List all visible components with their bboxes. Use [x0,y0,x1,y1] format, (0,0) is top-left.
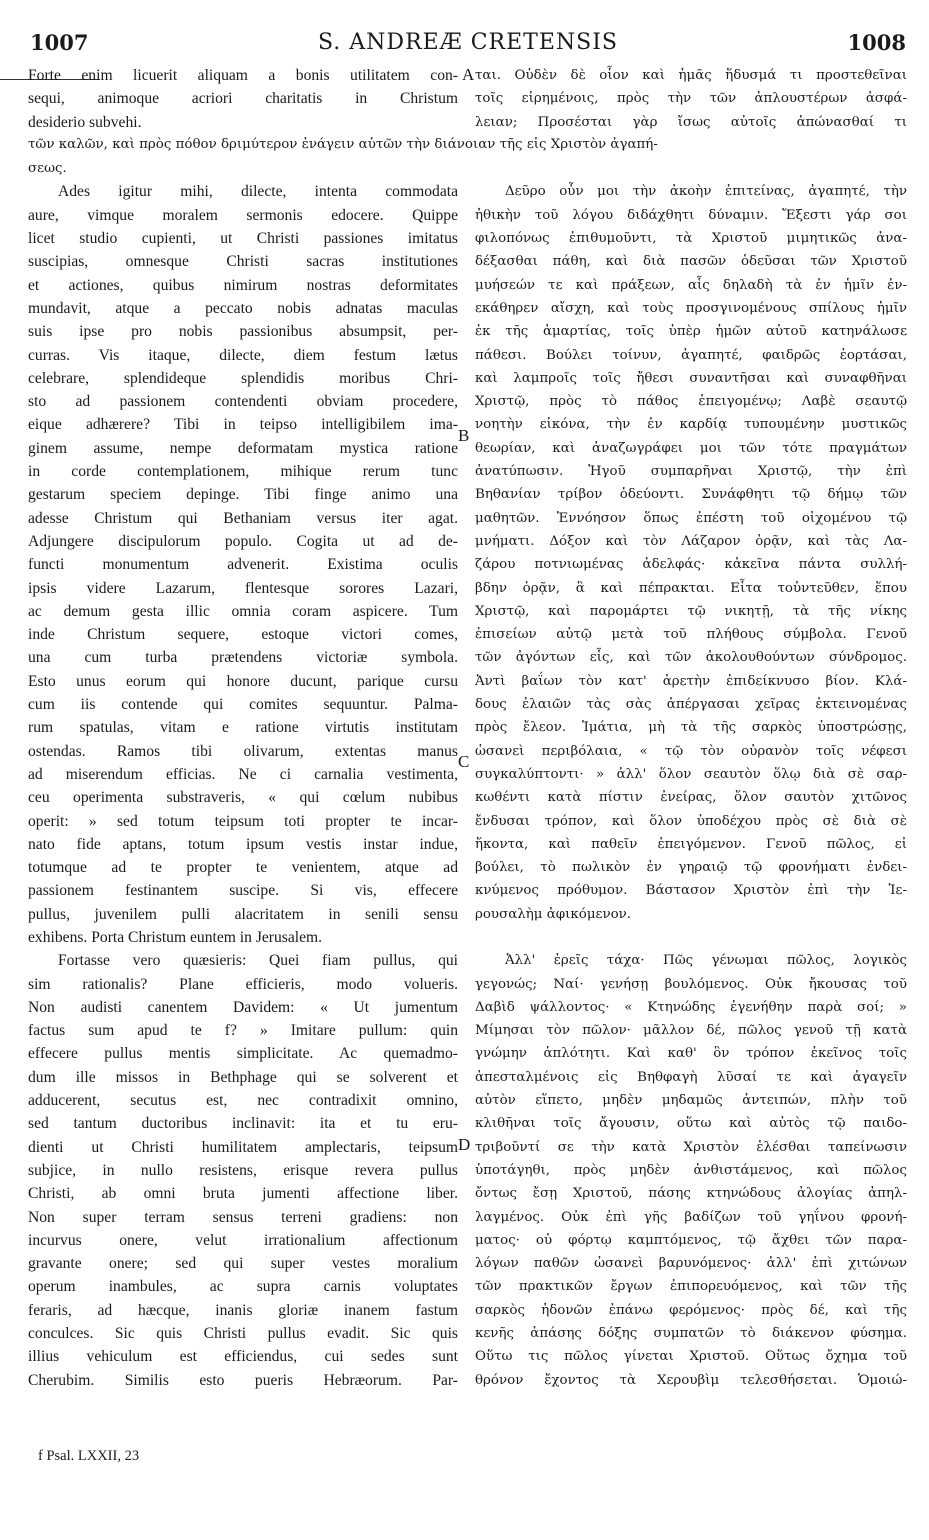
text-line: desiderio subvehi. [28,113,142,131]
text-line: δους ἐλαιῶν τὰς σὰς ἀπέργασαι χεῖρας ἐκτεινομένας [475,697,907,713]
text-line: εκάθηρεν αἴσχη, καὶ τοὺς προσγινομένους σπίλους ἡμῖν [475,300,907,316]
section-marker-c: C [458,752,470,771]
text-line: Μίμησαι τὸν πῶλον· μᾶλλον δέ, πῶλος γενοῦ τῇ κατὰ [475,1023,907,1039]
text-line: ἀπεσταλμένοις εἰς Βηθφαγὴ λῦσαί τε καὶ ἀγαγεῖν [475,1069,907,1085]
text-line: κνύμενος πρόθυμον. Βάστασον Χριστὸν ἐπὶ τὴν Ἱε- [475,883,907,899]
text-line: subjice, in nullo resistens, erisque revera pullus [28,1161,458,1179]
text-line: Χριστῷ, καὶ παρομάρτει τῷ νικητῇ, τὰ τῆς νίκης [475,603,907,619]
text-line: ζάρου ποτνιωμένας ἀδελφάς· κἀκεῖνα πάντα συλλή- [475,557,907,573]
text-line: πρὸς ἔλεον. Ἱμάτια, μὴ τὰ τῆς σαρκὸς ὑποστρώσῃς, [475,720,907,736]
footnote: f Psal. LXXII, 23 [38,1448,140,1464]
text-line: aure, vimque moralem sermonis edocere. Quippe [28,206,458,224]
text-line: Ἀλλ' ἐρεῖς τάχα· Πῶς γένωμαι πῶλος, λογικὸς [505,953,907,969]
text-line: ἐπισείων αὐτῷ μετὰ τοῦ πλήθους σύμβολα. Γενοῦ [475,627,907,643]
text-line: in corde contemplationem, mihique rerum tunc [28,463,458,481]
text-line: operum inambules, ac supra carnis voluptates [28,1278,458,1296]
text-line: μυήσεών τε καὶ πράξεων, αἷς δηλαδὴ τὰ ἐν ἡμῖν ἐν- [475,277,907,293]
text-line: conculces. Sic quis Christi pullus evadit. Sic quis [28,1325,458,1343]
text-line: σεως. [28,161,67,177]
text-line: γνώμην ἁπλότητι. Καὶ καθ' ὃν τρόπον ἐκεῖνος τοῖς [475,1046,907,1062]
text-line: νοητὴν εἰκόνα, τὴν ἐν καρδίᾳ τυπουμένην μυστικῶς [475,417,907,433]
running-title: S. ANDREÆ CRETENSIS [318,30,618,55]
text-line: τῶν πρακτικῶν ἔργων ἐπιπορευόμενος, καὶ τῶν τῆς [475,1279,907,1295]
text-line: ἔνδυσαι τρόπον, καὶ ὅλον ὑποδέχου πρὸς σὲ διὰ σὲ [475,813,907,829]
text-line: Esto unus eorum qui honore ducunt, parique cursu [28,672,458,690]
text-line: κενῆς ἀπάσης δόξης συμπατῶν τὸ διάκενον φύσημα. [475,1326,907,1342]
text-line: αὐτὸν εἵπετο, μηδὲν μηδαμῶς ἀντειπών, πλὴν τοῦ [475,1093,907,1109]
text-line: rum spatulas, vitam e ratione virtutis institutam [28,719,458,737]
text-line: operit: » sed totum teipsum toti propter te incar- [28,812,458,830]
text-line: δέξασθαι πάθη, καὶ διὰ πασῶν ὁδεῦσαι τῶν Χριστοῦ [475,254,907,270]
text-line: suis ipse pro nobis passionibus absumpsit, per- [28,323,458,341]
text-line: curras. Vis itaque, dilecte, diem festum lætus [28,346,458,364]
text-line: ἥκοντα, καὶ παθεῖν ἐπειγόμενον. Γενοῦ πῶλος, εἰ [475,836,907,852]
text-line: suscipias, omnesque Christi sacras institutiones [28,253,458,271]
text-line: nato fide aptans, totum ipsum vestis instar indue, [28,835,458,853]
section-marker-d: D [458,1135,471,1154]
text-line: exhibens. Porta Christum euntem in Jerusalem. [28,928,323,946]
text-line: κλιθῆναι τοῖς ἄγουσιν, οὕτω καὶ αὐτὸς τῷ παιδο- [475,1116,907,1132]
text-line: Adjungere discipulorum populo. Cogita ut ad de- [28,532,458,550]
text-line: βδην ὁρᾷν, ἃ καὶ πέπρακται. Εἶτα τοὐντεῦθεν, ἕπου [475,580,907,596]
text-line: σαρκὸς ἡδονῶν ἐπάνω φερόμενος· πρὸς δέ, καὶ τῆς [475,1302,907,1318]
section-marker-a: A [462,65,475,84]
text-line: sed tantum ductoribus inclinavit: ita et tu eru- [28,1115,458,1133]
text-line: Δεῦρο οὖν μοι τὴν ἀκοὴν ἐπιτείνας, ἀγαπητέ, τὴν [505,184,907,200]
text-line: λαγμένος. Οὐκ ἐπὶ γῆς βαδίζων τοῦ γηΐνου φρονή- [475,1209,907,1225]
text-line: Ades igitur mihi, dilecte, intenta commodata [58,183,458,201]
text-line: ὡσανεὶ περιβόλαια, « τῷ τὸν οὐρανὸν τοῖς νέφεσι [475,743,907,759]
text-line: καὶ λαμπροῖς τοῖς ἤθεσι συναντῆσαι καὶ συναφθῆναι [475,370,907,386]
text-line: ὄντως ἔσῃ Χριστοῦ, πάσης κτηνώδους ἀλογίας ἀπηλ- [475,1186,907,1202]
text-line: totumque ad te propter te venientem, atque ad [28,859,458,877]
text-line: ρουσαλὴμ ἀφικόμενον. [475,906,632,922]
greek-wide-line: τῶν καλῶν, καὶ πρὸς πόθον δριμύτερον ἐνάγειν αὐτῶν τὴν διάνοιαν τῆς εἰς Χριστὸν ἀγαπή- [28,137,658,152]
text-line: Βηθανίαν τρίβον ὁδεύοντι. Συνάφθητι τῷ δήμῳ τῶν [475,487,907,503]
text-line: ceu operimenta substraveris, « qui cœlum nubibus [28,789,458,807]
text-line: Non super terram sensus terreni gradiens: non [28,1208,458,1226]
text-line: ipsis videre Lazarum, flentesque sorores Lazari, [28,579,458,597]
latin-column [28,64,458,1392]
text-line: inde Christum sequere, estoque victori comes, [28,626,458,644]
text-line: μνήματι. Δόξον καὶ τὸν Λάζαρον ὁρᾷν, καὶ τὰς Λα- [475,533,907,549]
text-line: Χριστῷ, πρὸς τὸ πάθος ἐπειγομένῳ; Λαβὲ σεαυτῷ [475,394,907,410]
spacer [475,926,907,949]
text-line: φιλοπόνως ἐπιθυμοῦντι, τὰ Χριστοῦ μιμητικῶς ἀνα- [475,231,907,247]
text-line: ὑποτάγηθι, πρὸς μηδὲν ἀνθιστάμενος, καὶ πῶλος [475,1162,907,1178]
text-line: πάθεσι. Βούλει τοίνυν, ἀγαπητέ, φαιδρῶς ἑορτάσαι, [475,347,907,363]
text-line: gestarum speciem depinge. Tibi finge animo una [28,486,458,504]
text-line: ἀνατύπωσιν. Ἡγοῦ συμπαρῆναι Χριστῷ, τὴν ἐπὶ [475,464,907,480]
text-line: gravante onere; sed qui super vestes moralium [28,1255,458,1273]
text-line: pullus, juvenilem pulli alacritatem in senili sensu [28,905,458,923]
text-line: sto ad passionem contendenti obviam procedere, [28,393,458,411]
text-line: dienti ut Christi humilitatem amplectaris, teipsum [28,1138,458,1156]
text-line: incurvus onere, velut irrationalium affectionum [28,1231,458,1249]
text-line: ac demum gesta illic omnia coram aspicere. Tum [28,602,458,620]
text-line: et actiones, quibus nimirum nostras deformitates [28,276,458,294]
text-line: Non audisti canentem Davidem: « Ut jumentum [28,998,458,1016]
text-line: sim rationalis? Plane efficieris, modo volueris. [28,975,458,993]
text-line: Δαβὶδ ψάλλοντος· « Κτηνώδης ἐγενήθην παρὰ σοί; » [475,999,907,1015]
text-line: eique adhærere? Tibi in teipso intelligibilem ima- [28,416,458,434]
text-line: λειαν; Προσέσται γὰρ ἴσως αὐτοῖς ἀπώνασθαί τι [475,114,907,130]
text-line: effecere pullus mentis simplicitate. Ac quemadmo- [28,1045,458,1063]
text-line: Ἀντὶ βαΐων τὸν κατ' ἀρετὴν ἐπιδείκνυσο βίον. Κλά- [475,673,907,689]
text-line: feraris, ad hæcque, inanis gloriæ inanem fastum [28,1301,458,1319]
text-line: ad miserendum efficias. Ne ci carnalia vestimenta, [28,765,458,783]
text-line: Forte enim licuerit aliquam a bonis utilitatem con- [28,67,458,84]
text-line: factus sum apud te f? » Imitare pullum: quin [28,1022,458,1040]
text-line: μαθητῶν. Ἐννόησον ὅπως ἐπέστη τοῦ οἰχομένου τῷ [475,510,907,526]
text-line: una cum turba prætendens victoriæ symbola. [28,649,458,667]
column-number-left: 1007 [30,30,89,55]
text-line: τῶν ἀγόντων εἷς, καὶ τῶν ἀκολουθούντων σύνδρομος. [475,650,907,666]
text-line: βούλει, τὸ πωλικὸν ἐν γηραιῷ τῷ φρονήματι ἐνδει- [475,860,907,876]
text-line: sequi, animoque acriori charitatis in Christum [28,90,458,108]
text-line: passionem festinantem suscipe. Si vis, effecere [28,882,458,900]
text-line: λόγων παθῶν ὡσανεὶ βαρυνόμενος· ἀλλ' ἐπὶ χιτώνων [475,1256,907,1272]
text-line: θρόνον ἔχοντος τὰ Χερουβὶμ τελεσθήσεται. Ὁμοιώ- [475,1372,907,1388]
text-line: θεωρίαν, καὶ ἀναζωγράφει μοι τῶν τότε πραγμάτων [475,440,907,456]
text-line: τοῖς εἰρημένοις, πρὸς τὴν τῶν ἁπλουστέρων ἀσφά- [475,91,907,107]
text-line: illius vehiculum est efficiendus, cui sedes sunt [28,1348,458,1366]
text-line: celebrare, splendideque splendidis moribus Chri- [28,369,458,387]
text-line: ἐκ τῆς ἁμαρτίας, τοῖς ὑπὲρ ἡμῶν αὐτοῦ κατηνάλωσε [475,324,907,340]
text-line: Cherubim. Similis esto pueris Hebræorum. Par- [28,1371,458,1389]
text-line: ἠθικὴν τοῦ λόγου διδάχθητι δύναμιν. Ἔξεστι γάρ σοι [475,207,907,223]
section-marker-b: B [458,426,470,445]
text-line: κωθέντι κατὰ πίστιν ἐνείρας, ὅλον σαυτὸν χιτῶνος [475,790,907,806]
text-line: ginem assume, nempe deformatam mystica ratione [28,439,458,457]
text-line: mundavit, atque a peccato nobis adnatas maculas [28,299,458,317]
text-line: συγκαλύπτοντι· » ἀλλ' ὅλον σεαυτὸν ὅλῳ διὰ σὲ σαρ- [475,766,907,782]
text-line: ματος· οὐ φόρτῳ καμπτόμενος, τῷ ἄχθει τῶν παρα- [475,1232,907,1248]
column-number-right: 1008 [847,30,906,55]
text-line: Christi, ab omni bruta jumenti affectione liber. [28,1185,458,1203]
text-line: γεγονώς; Ναί· γενήσῃ βουλόμενος. Οὐκ ἤκουσας τοῦ [475,976,907,992]
text-line: functi monumentum advenerit. Existima oculis [28,556,458,574]
text-line: Οὕτω τις πῶλος γίνεται Χριστοῦ. Οὕτως ὄχημα τοῦ [475,1349,907,1365]
text-line: licet studio cupienti, ut Christi passiones imitatus [28,230,458,248]
text-line: dum ille missos in Bethphage qui se solverent et [28,1068,458,1086]
text-line: ostendas. Ramos tibi olivarum, extentas manus [28,742,458,760]
text-line: adesse Christum qui Bethaniam versus iter agat. [28,509,458,527]
text-line: cum iis contende qui comites sequuntur. Palma- [28,696,458,714]
text-line: adducerent, secutus est, nec contradixit omnino, [28,1092,458,1110]
text-line: Fortasse vero quæsieris: Quei fiam pullus, qui [58,952,458,970]
page-header [30,30,906,62]
text-line: ται. Οὐδὲν δὲ οἷον καὶ ἡμᾶς ἥδυσμά τι προστεθεῖναι [475,68,907,83]
text-line: τριβοῦντί σε τὴν κατὰ Χριστὸν ἑλέσθαι ταπείνωσιν [475,1139,907,1155]
